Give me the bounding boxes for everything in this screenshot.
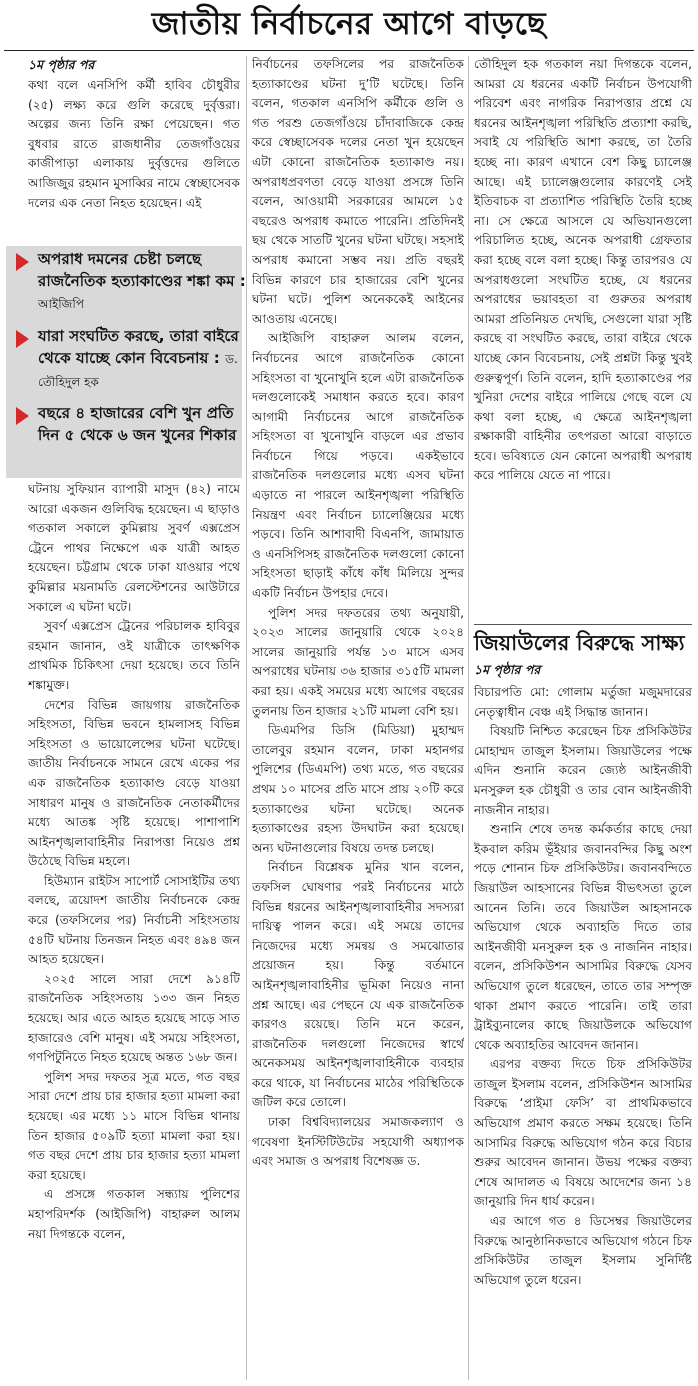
paragraph: নির্বাচনের তফসিলের পর রাজনৈতিক হত্যাকাণ্ডের ঘটনা দু’টি ঘটেছে। তিনি বলেন, গতকাল এনসিপি কর্মীকে গুলি ও গত পরশু তেজগাঁওয়ে চাঁদাবাজিকে কেন্দ্র করে স্বেচ্ছাসেবক দলের নেতা খুন হয়েছেন এটা কোনো রাজনৈতিক হত্যাকাণ্ড নয়। অপরাধপ্রবণতা বেড়ে যাওয়া প্রসঙ্গে তিনি বলেন, আওয়ামী সরকারের আমলে ১৫ বছরেও অপরাধ কমাতে পারেনি। প্রতিদিনই ছয় থেকে সাতটি খুনের ঘটনা ঘটছে। সহসাই অপরাধ কমানো সম্ভব নয়। প্রতি বছরই বিভিন্ন কারণে চার হাজারের বেশি খুনের ঘটনা ঘটে। পুলিশ অনেককেই আইনের আওতায় এনেছে।	[252, 57, 464, 326]
paragraph: এ প্রসঙ্গে গতকাল সন্ধ্যায় পুলিশের মহাপরিদর্শক (আইজিপি) বাহারুল আলম নয়া দিগন্তকে বলেন,	[28, 1187, 240, 1241]
paragraph: এর আগে গত ৪ ডিসেম্বর জিয়াউলের বিরুদ্ধে আনুষ্ঠানিকভাবে অভিযোগ গঠনে চিফ প্রসিকিউটর তাজুল ইসলাম সুনির্দিষ্ট অভিযোগ তুলে ধরেন।	[474, 1214, 692, 1287]
continuation-label: ১ম পৃষ্ঠার পর	[28, 57, 95, 72]
column-2	[252, 55, 464, 1380]
paragraph: বিচারপতি মো: গোলাম মর্তুজা মজুমদারের নেতৃত্বাধীন বেঞ্চ এই সিদ্ধান্ত জানান।	[474, 685, 692, 719]
paragraph: শুনানি শেষে তদন্ত কর্মকর্তার কাছে দেয়া ইকবাল করিম ভূঁইয়ার জবানবন্দির কিছু অংশ পড়ে শোনান চিফ প্রসিকিউটর। জবানবন্দিতে জিয়াউল আহসানের বিভিন্ন বীভৎসতা তুলে আনেন তিনি। তবে জিয়াউল আহসানকে অভিযোগ থেকে অব্যাহতি দিতে তার আইনজীবী মনসুরুল হক ও নাজনিন নাহার। বলেন, প্রসিকিউশন আসামির বিরুদ্ধে যেসব অভিযোগ তুলে ধরেছেন, তাতে তার সম্পৃক্ত থাকা প্রমাণ করতে পারেনি। তাই তারা ট্রাইব্যুনালের কাছে জিয়াউলকে অভিযোগ থেকে অব্যাহতির আবেদন জানান।	[474, 822, 692, 1052]
paragraph: পুলিশ সদর দফতর সূত্র মতে, গত বছর সারা দেশে প্রায় চার হাজার হত্যা মামলা করা হয়েছে। এর মধ্যে ১১ মাসে বিভিন্ন থানায় তিন হাজার ৫০৯টি হত্যা মামলা করা হয়। গত বছর দেশে প্রায় চার হাজার হত্যা মামলা করা হয়েছে।	[28, 1069, 240, 1182]
paragraph: হিউম্যান রাইটস সাপোর্ট সোসাইটির তথ্য বলছে, ত্রয়োদশ জাতীয় নির্বাচনকে কেন্দ্র করে (তফসিলের পর) নির্বাচনী সহিংসতায় ৫৪টি ঘটনায় তিনজন নিহত এবং ৪৯৪ জন আহত হয়েছেন।	[28, 873, 240, 967]
red-triangle-bullet-icon	[16, 407, 29, 425]
paragraph: ঢাকা বিশ্ববিদ্যালয়ের সমাজকল্যাণ ও গবেষণা ইনস্টিটিউটের সহযোগী অধ্যাপক এবং সমাজ ও অপরাধ বিশেষজ্ঞ ড.	[252, 1115, 464, 1169]
story2-body	[474, 683, 692, 1380]
story2-headline: জিয়াউলের বিরুদ্ধে সাক্ষ্য	[474, 631, 685, 655]
paragraph: ২০২৫ সালে সারা দেশে ৯১৪টি রাজনৈতিক সহিংসতায় ১৩৩ জন নিহত হয়েছে। আর এতে আহত হয়েছে সাড়ে সাত হাজারেও বেশি মানুষ। এই সময়ে সহিংসতা, গণপিটুনিতে নিহত হয়েছে অন্তত ১৬৮ জন।	[28, 971, 240, 1065]
callout-item-source: ড. তৌহিদুল হক	[38, 352, 238, 389]
paragraph: পুলিশ সদর দফতরের তথ্য অনুযায়ী, ২০২৩ সালের জানুয়ারি থেকে ২০২৪ সালের জানুয়ারি পর্যন্ত ১৩ মাসে এসব অপরাধের ঘটনায় ৩৬ হাজার ৩১৫টি মামলা করা হয়। একই সময়ের মধ্যে আগের বছরের তুলনায় তিন হাজার ২১টি মামলা বেশি হয়।	[252, 605, 464, 718]
callout-item	[16, 402, 260, 446]
callout-item-source: আইজিপি	[38, 297, 84, 311]
paragraph: সুবর্ণ এক্সপ্রেস ট্রেনের পরিচালক হাবিবুর রহমান জানান, ওই যাত্রীকে তাৎক্ষণিক প্রাথমিক চিকিৎসা দেয়া হয়েছে। তবে তিনি শঙ্কামুক্ত।	[28, 619, 240, 692]
red-triangle-bullet-icon	[16, 253, 29, 271]
callout-item-text: বছরে ৪ হাজারের বেশি খুন প্রতি দিন ৫ থেকে ৬ জন খুনের শিকার	[38, 404, 237, 444]
headline-rule	[4, 50, 694, 51]
callout-item	[16, 248, 260, 315]
column-1-bottom	[28, 480, 240, 1380]
paragraph: দেশের বিভিন্ন জায়গায় রাজনৈতিক সহিংসতা, বিভিন্ন ভবনে হামলাসহ বিভিন্ন সহিংসতা ও ভায়োলেন্সের ঘটনা ঘটেছে। জাতীয় নির্বাচনকে সামনে রেখে একের পর এক রাজনৈতিক হত্যাকাণ্ড বেড়ে যাওয়া সাধারণ মানুষ ও রাজনৈতিক নেতাকর্মীদের মধ্যে আতঙ্ক সৃষ্টি হয়েছে। পাশাপাশি আইনশৃঙ্খলাবাহিনীর নিরাপত্তা নিয়েও প্রশ্ন উঠেছে বিভিন্ন মহলে।	[28, 697, 240, 869]
story-divider	[474, 624, 692, 625]
red-triangle-bullet-icon	[16, 330, 29, 348]
paragraph: ঘটনায় সুফিয়ান ব্যাপারী মাসুদ (৪২) নামে আরো একজন গুলিবিদ্ধ হয়েছেন। এ ছাড়াও গতকাল সকালে কুমিল্লায় সুবর্ণ এক্সপ্রেস ট্রেনে পাথর নিক্ষেপে এক যাত্রী আহত হয়েছেন। চট্টগ্রাম থেকে ঢাকা যাওয়ার পথে কুমিল্লার ময়নামতি রেলস্টেশনের আউটারে সকালে এ ঘটনা ঘটে।	[28, 482, 240, 614]
paragraph: ডিএমপির ডিসি (মিডিয়া) মুহাম্মদ তালেবুর রহমান বলেন, ঢাকা মহানগর পুলিশের (ডিএমপি) তথ্য মতে, গত বছরের প্রথম ১০ মাসের প্রতি মাসে প্রায় ২০টি করে হত্যাকাণ্ডের ঘটনা ঘটেছে। অনেক হত্যাকাণ্ডের রহস্য উদঘাটন করা হয়েছে। অন্য ঘটনাগুলোর বিষয়ে তদন্ত চলছে।	[252, 723, 464, 855]
paragraph: এরপর বক্তব্য দিতে চিফ প্রসিকিউটর তাজুল ইসলাম বলেন, প্রসিকিউশন আসামির বিরুদ্ধে ‘প্রাইমা ফেসি’ বা প্রাথমিকভাবে অভিযোগ প্রমাণ করতে সক্ষম হয়েছে। তিনি আসামির বিরুদ্ধে অভিযোগ গঠন করে বিচার শুরুর আবেদন জানান। উভয় পক্ষের বক্তব্য শেষে আদালত এ বিষয়ে আদেশের জন্য ১৪ জানুয়ারি দিন ধার্য করেন।	[474, 1057, 692, 1209]
highlight-callout-box	[6, 246, 246, 478]
column-3-top	[474, 55, 692, 620]
callout-item-text: যারা সংঘটিত করছে, তারা বাইরে থেকে যাচ্ছে কোন বিবেচনায় :	[38, 327, 239, 367]
paragraph: নির্বাচন বিশ্লেষক মুনির খান বলেন, তফসিল ঘোষণার পরই নির্বাচনের মাঠে বিভিন্ন ধরনের আইনশৃঙ্খলাবাহিনীর সদস্যরা দায়িত্ব পালন করে। এই সময়ে তাদের নিজেদের মধ্যে সমন্বয় ও সমঝোতার প্রয়োজন হয়। কিন্তু বর্তমানে আইনশৃঙ্খলাবাহিনীর ভূমিকা নিয়েও নানা প্রশ্ন আছে। এর পেছনে যে এক রাজনৈতিক কারণও রয়েছে। তিনি মনে করেন, রাজনৈতিক দলগুলো নিজেদের স্বার্থে অনেকসময় আইনশৃঙ্খলাবাহিনীকে ব্যবহার করে থাকে, যা নির্বাচনের মাঠের পরিস্থিতিকে জটিল করে তোলে।	[252, 860, 464, 1110]
paragraph: কথা বলে এনসিপি কর্মী হাবিব চৌধুরীর (২৫) লক্ষ্য করে গুলি করেছে দুর্বৃত্তরা। অল্পের জন্য তিনি রক্ষা পেয়েছেন। গত বুধবার রাতে রাজধানীর তেজগাঁওয়ের কাজীপাড়া এলাকায় দুর্বৃত্তদের গুলিতে আজিজুর রহমান মুসাব্বির নামে স্বেচ্ছাসেবক দলের এক নেতা নিহত হয়েছেন। এই	[28, 78, 240, 210]
main-headline: জাতীয় নির্বাচনের আগে বাড়ছে	[151, 6, 547, 42]
paragraph: আইজিপি বাহারুল আলম বলেন, নির্বাচনের আগে রাজনৈতিক কোনো সহিংসতা বা খুনোখুনি হলে এটা রাজনৈতিক দলগুলোকেই সমাধান করতে হবে। কারণ আগামী নির্বাচনের আগে রাজনৈতিক সহিংসতা বা খুনোখুনি বাড়লে এর প্রভাব নির্বাচনে গিয়ে পড়বে। একইভাবে রাজনৈতিক দলগুলোর মধ্যে এসব ঘটনা এড়াতে না পারলে আইনশৃঙ্খলা পরিস্থিতি নিয়ন্ত্রণ এবং নির্বাচন চ্যালেঞ্জিয়ের মধ্যে পড়বে। তিনি আশাবাদী বিএনপি, জামায়াত ও এনসিপিসহ রাজনৈতিক দলগুলো কোনো সহিংসতা ছাড়াই কাঁধে কাঁধ মিলিয়ে সুন্দর একটি নির্বাচন উপহার দেবে।	[252, 331, 464, 601]
story2-continuation-label: ১ম পৃষ্ঠার পর	[474, 662, 541, 677]
column-separator	[468, 56, 469, 1380]
callout-item-text: অপরাধ দমনের চেষ্টা চলছে রাজনৈতিক হত্যাকাণ্ডের শঙ্কা কম :	[38, 250, 246, 290]
callout-item	[16, 325, 260, 393]
paragraph: তৌহিদুল হক গতকাল নয়া দিগন্তকে বলেন, আমরা যে ধরনের একটি নির্বাচন উপযোগী পরিবেশ এবং নাগরিক নিরাপত্তার প্রশ্নে যে ধরনের আইনশৃঙ্খলা পরিস্থিতি প্রত্যাশা করছি, সবাই যে পরিস্থিতি আশা করছে, তা তৈরি হচ্ছে না। কারণ এখানে বেশ কিছু চ্যালেঞ্জ আছে। এই চ্যালেঞ্জগুলোর কারণেই সেই ইতিবাচক বা প্রত্যাশিত পরিস্থিতি তৈরি হচ্ছে না। সে ক্ষেত্রে আসলে যে অভিযানগুলো পরিচালিত হচ্ছে, অনেক অপরাধী গ্রেফতার করা হচ্ছে বলে বলা হচ্ছে। কিন্তু তারপরও যে অপরাধগুলো সংঘটিত হচ্ছে, যে ধরনের অপরাধের ভয়াবহতা বা গুরুতর অপরাধ আমরা প্রতিনিয়ত দেখছি, সেগুলো যারা সৃষ্টি করছে বা সংঘটিত করছে, তারা বাইরে থেকে যাচ্ছে কোন বিবেচনায়, সেই প্রশ্নটা কিন্তু খুবই গুরুত্বপূর্ণ। তিনি বলেন, হাদি হত্যাকাণ্ডের পর খুনিরা দেশের বাইরে পালিয়ে গেছে বলে যে কথা বলা হচ্ছে, এ ক্ষেত্রে আইনশৃঙ্খলা রক্ষাকারী বাহিনীর তৎপরতা আরো বাড়াতে হবে। ভবিষ্যতে যেন কোনো অপরাধী অপরাধ করে পালিয়ে যেতে না পারে।	[474, 57, 692, 483]
column-1-top	[28, 76, 240, 248]
paragraph: বিষয়টি নিশ্চিত করেছেন চিফ প্রসিকিউটর মোহাম্মদ তাজুল ইসলাম। জিয়াউলের পক্ষে এদিন শুনানি করেন জ্যেষ্ঠ আইনজীবী মনসুরুল হক চৌধুরী ও তার বোন আইনজীবী নাজনীন নাহার।	[474, 724, 692, 817]
